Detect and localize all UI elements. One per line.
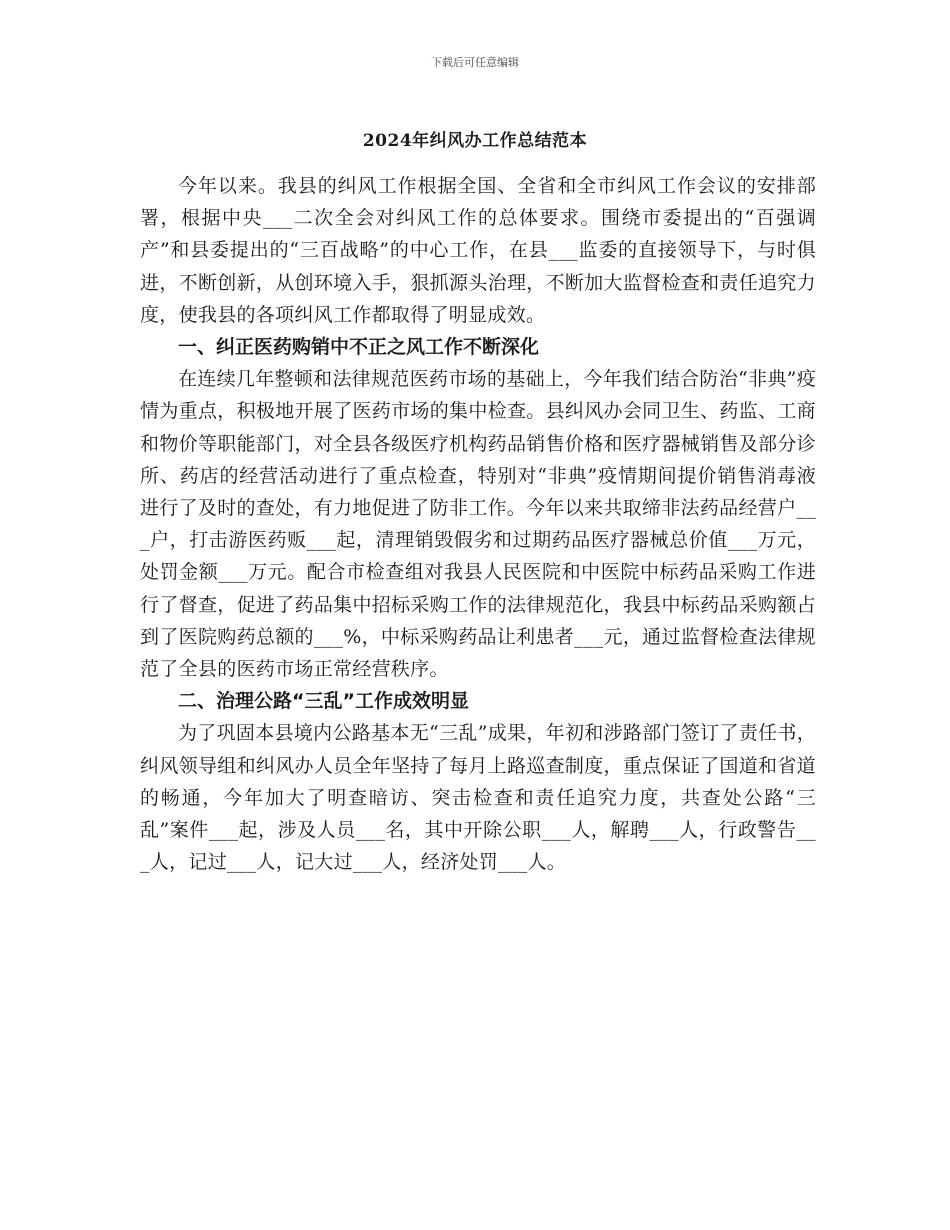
section-paragraph-1: 在连续几年整顿和法律规范医药市场的基础上，今年我们结合防治“非典”疫情为重点，积极地开展了医药市场的集中检查。县纠风办会同卫生、药监、工商和物价等职能部门，对全县各级医疗机构药品销售价格和医疗器械销售及部分诊所、药店的经营活动进行了重点检查，特别对“非典”疫情期间提价销售消毒液进行了及时的查处，有力地促进了防非工作。今年以来共取缔非法药品经营户___户，打击游医药贩___起，清理销毁假劣和过期药品医疗器械总价值___万元，处罚金额___万元。配合市检查组对我县人民医院和中医院中标药品采购工作进行了督查，促进了药品集中招标采购工作的法律规范化，我县中标药品采购额占到了医院购药总额的___%，中标采购药品让利患者___元，通过监督检查法律规范了全县的医药市场正常经营秩序。 (140, 368, 816, 681)
document-body (140, 170, 816, 878)
header-note: 下载后可任意编辑 (431, 56, 519, 69)
intro-paragraph: 今年以来。我县的纠风工作根据全国、全省和全市纠风工作会议的安排部署，根据中央___二次全会对纠风工作的总体要求。围绕市委提出的“百强调产”和县委提出的“三百战略”的中心工作，在县___监委的直接领导下，与时俱进，不断创新，从创环境入手，狠抓源头治理，不断加大监督检查和责任追究力度，使我县的各项纠风工作都取得了明显成效。 (140, 175, 816, 326)
section-paragraph-2: 为了巩固本县境内公路基本无“三乱”成果，年初和涉路部门签订了责任书，纠风领导组和纠风办人员全年坚持了每月上路巡查制度，重点保证了国道和省道的畅通，今年加大了明查暗访、突击检查和责任追究力度，共查处公路“三乱”案件___起，涉及人员___名，其中开除公职___人，解聘___人，行政警告___人，记过___人，记大过___人，经济处罚___人。 (140, 722, 816, 874)
section-heading-1: 一、纠正医药购销中不正之风工作不断深化 (178, 336, 540, 359)
document-title: 2024年纠风办工作总结范本 (362, 131, 588, 151)
section-heading-2: 二、治理公路“三乱”工作成效明显 (178, 690, 469, 713)
